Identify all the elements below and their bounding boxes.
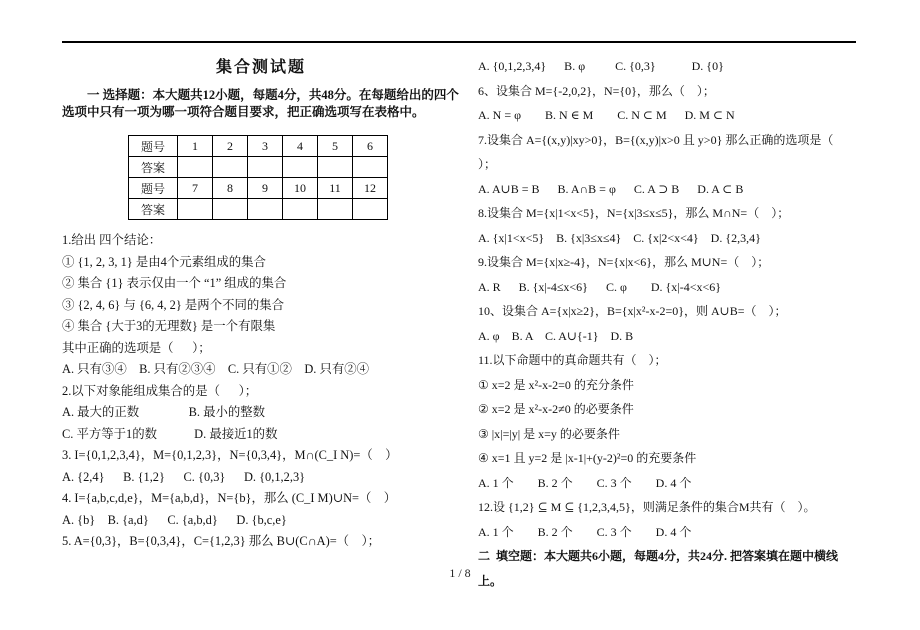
question-line: 4. I={a,b,c,d,e}，M={a,b,d}，N={b}，那么 (C_I M)∪N=（ ） bbox=[62, 491, 397, 505]
question-number-cell: 8 bbox=[213, 178, 248, 199]
section-two-intro: 二 填空题：本大题共6小题，每题4分，共24分. 把答案填在题中横线上。 bbox=[478, 549, 839, 588]
answer-table bbox=[128, 135, 388, 220]
question-line: 11.以下命题中的真命题共有（ ）； bbox=[478, 353, 667, 367]
answer-cell bbox=[283, 199, 318, 220]
question-line: 8.设集合 M={x|1<x<5}，N={x|3≤x≤5}，那么 M∩N=（ ）； bbox=[478, 206, 790, 220]
question-line: 6、设集合 M={-2,0,2}，N={0}，那么（ ）； bbox=[478, 83, 715, 98]
question-number-cell: 3 bbox=[248, 136, 283, 157]
question-line: 9.设集合 M={x|x≥-4}，N={x|x<6}，那么 M∪N=（ ）； bbox=[478, 255, 770, 269]
question-line: 1.给出 四个结论： bbox=[62, 233, 162, 247]
table-row bbox=[129, 199, 388, 220]
page-number: 1 / 8 bbox=[449, 566, 471, 580]
section-one-intro: 一 选择题：本大题共12小题，每题4分，共48分。在每题给出的四个选项中只有一项为哪一项符合题目要求，把正确选项写在表格中。 bbox=[62, 88, 459, 119]
question-number-cell: 7 bbox=[178, 178, 213, 199]
option-line: A. 1 个 B. 2 个 C. 3 个 D. 4 个 bbox=[478, 475, 692, 490]
option-line: A. R B. {x|-4≤x<6} C. φ D. {x|-4<x<6} bbox=[478, 279, 721, 294]
question-number-cell: 1 bbox=[178, 136, 213, 157]
answer-cell bbox=[318, 157, 353, 178]
question-line: 其中正确的选项是（ ）； bbox=[62, 340, 211, 355]
statement-line: ③ |x|=|y| 是 x=y 的必要条件 bbox=[478, 426, 620, 441]
table-row bbox=[129, 157, 388, 178]
table-row bbox=[129, 136, 388, 157]
question-line: ③ {2, 4, 6} 与 {6, 4, 2} 是两个不同的集合 bbox=[62, 297, 285, 312]
table-row bbox=[129, 178, 388, 199]
question-line: 3. I={0,1,2,3,4}，M={0,1,2,3}，N={0,3,4}，M∩(C_I N)=（ ） bbox=[62, 448, 398, 462]
option-line: C. 平方等于1的数 D. 最接近1的数 bbox=[62, 426, 278, 441]
option-line: A. {b} B. {a,d} C. {a,b,d} D. {b,c,e} bbox=[62, 512, 287, 527]
answer-cell bbox=[213, 199, 248, 220]
option-line: A. 1 个 B. 2 个 C. 3 个 D. 4 个 bbox=[478, 524, 692, 539]
question-number-cell: 9 bbox=[248, 178, 283, 199]
question-line: ④ 集合 {大于3的无理数} 是一个有限集 bbox=[62, 319, 276, 333]
right-column bbox=[478, 54, 860, 593]
top-divider bbox=[62, 41, 856, 43]
answer-cell bbox=[248, 157, 283, 178]
table-header-cell: 题号 bbox=[129, 178, 178, 199]
question-number-cell: 4 bbox=[283, 136, 318, 157]
question-number-cell: 10 bbox=[283, 178, 318, 199]
page-title: 集合测试题 bbox=[215, 59, 306, 76]
answer-cell bbox=[213, 157, 248, 178]
option-line: A. {2,4} B. {1,2} C. {0,3} D. {0,1,2,3} bbox=[62, 469, 306, 484]
table-header-cell: 答案 bbox=[129, 199, 178, 220]
answer-cell bbox=[353, 199, 388, 220]
question-line: 5. A={0,3}，B={0,3,4}，C={1,2,3} 那么 B∪(C∩A)=（ ）； bbox=[62, 534, 381, 548]
question-line: 10、设集合 A={x|x≥2}，B={x|x²-x-2=0}，则 A∪B=（ ）； bbox=[478, 304, 787, 318]
question-number-cell: 12 bbox=[353, 178, 388, 199]
option-line: A. N = φ B. N ∈ M C. N ⊂ M D. M ⊂ N bbox=[478, 108, 735, 122]
question-number-cell: 2 bbox=[213, 136, 248, 157]
answer-cell bbox=[353, 157, 388, 178]
answer-cell bbox=[248, 199, 283, 220]
answer-cell bbox=[283, 157, 318, 178]
table-header-cell: 题号 bbox=[129, 136, 178, 157]
question-line: 12.设 {1,2} ⊆ M ⊆ {1,2,3,4,5}，则满足条件的集合M共有（ ）。 bbox=[478, 500, 816, 514]
option-line: A. {x|1<x<5} B. {x|3≤x≤4} C. {x|2<x<4} D. {2,3,4} bbox=[478, 230, 761, 245]
option-line: A. A∪B = B B. A∩B = φ C. A ⊃ B D. A ⊂ B bbox=[478, 181, 744, 196]
question-number-cell: 11 bbox=[318, 178, 353, 199]
left-column bbox=[62, 50, 460, 553]
question-number-cell: 6 bbox=[353, 136, 388, 157]
question-line: ① {1, 2, 3, 1} 是由4个元素组成的集合 bbox=[62, 254, 266, 269]
statement-line: ④ x=1 且 y=2 是 |x-1|+(y-2)²=0 的充要条件 bbox=[478, 451, 697, 465]
question-line: ② 集合 {1} 表示仅由一个 “1” 组成的集合 bbox=[62, 276, 287, 290]
question-number-cell: 5 bbox=[318, 136, 353, 157]
answer-cell bbox=[318, 199, 353, 220]
option-line: A. {0,1,2,3,4} B. φ C. {0,3} D. {0} bbox=[478, 59, 724, 73]
question-line: 2.以下对象能组成集合的是（ ）； bbox=[62, 383, 258, 398]
question-line: 7.设集合 A={(x,y)|xy>0}，B={(x,y)|x>0 且 y>0} 那么正确的选项是（ ）； bbox=[478, 132, 846, 171]
answer-cell bbox=[178, 157, 213, 178]
statement-line: ② x=2 是 x²-x-2≠0 的必要条件 bbox=[478, 402, 634, 416]
answer-cell bbox=[178, 199, 213, 220]
option-line: A. 最大的正数 B. 最小的整数 bbox=[62, 405, 266, 419]
option-line: A. 只有③④ B. 只有②③④ C. 只有①② D. 只有②④ bbox=[62, 362, 370, 376]
statement-line: ① x=2 是 x²-x-2=0 的充分条件 bbox=[478, 377, 634, 392]
option-line: A. φ B. A C. A∪{-1} D. B bbox=[478, 328, 634, 343]
table-header-cell: 答案 bbox=[129, 157, 178, 178]
